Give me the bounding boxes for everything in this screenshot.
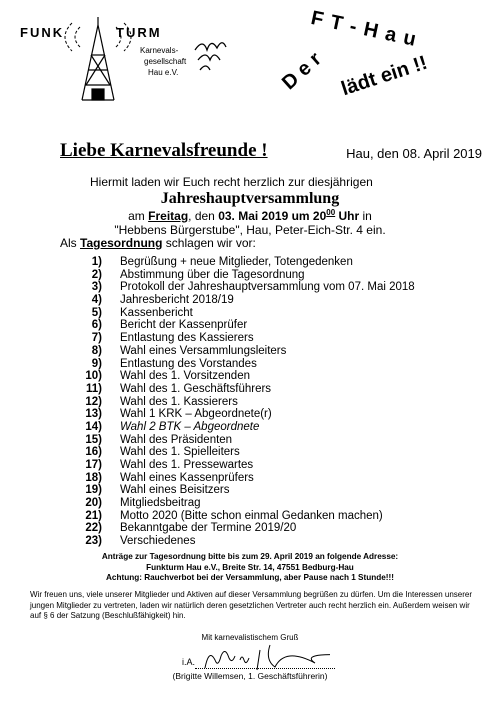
agenda-item [60, 522, 460, 535]
meeting-where: "Hebbens Bürgerstube", Hau, Peter-Eich-Str. 4 ein. [114, 223, 386, 237]
banner-der: D e r [278, 48, 326, 95]
ia-label: i.A. [182, 657, 196, 667]
agenda-item [60, 269, 460, 282]
agenda-number: 8) [91, 344, 102, 357]
closing-greeting: Mit karnevalistischem Gruß [201, 633, 299, 642]
agenda-text: Wahl des 1. Kassierers [120, 395, 238, 408]
agenda-number: 16) [85, 446, 102, 459]
agenda-number: 22) [85, 522, 102, 535]
banner-ft-hau: F T - H a u [308, 7, 419, 51]
notice-line: Achtung: Rauchverbot bei der Versammlung, aber Pause nach 1 Stunde!!! [106, 573, 394, 582]
agenda-item [60, 332, 460, 345]
agenda-number: 15) [85, 433, 102, 446]
agenda-item [60, 497, 460, 510]
agenda-number: 10) [85, 370, 102, 383]
agenda-text: Wahl eines Versammlungsleiters [120, 344, 287, 357]
agenda-number: 18) [85, 471, 102, 484]
letter-title [60, 140, 268, 162]
when-date: 03. Mai 2019 um 20 [218, 209, 327, 223]
agenda-number: 9) [91, 357, 102, 370]
agenda-item [60, 421, 460, 434]
club-name-line: Hau e.V. [148, 68, 179, 77]
agenda-number: 23) [85, 535, 102, 548]
agenda-text: Entlastung des Kassierers [120, 332, 254, 345]
agenda-item [60, 510, 460, 523]
when-minutes: 00 [326, 208, 336, 217]
club-logo [20, 15, 250, 110]
agenda-text: Wahl des Präsidenten [120, 433, 233, 446]
agenda-text: Bericht der Kassenprüfer [120, 319, 248, 332]
agenda-text: Kassenbericht [120, 306, 193, 319]
intro-text: Hiermit laden wir Euch recht herzlich zur diesjährigen [90, 175, 373, 189]
agenda-lead [60, 236, 256, 250]
when-uhr: Uhr [335, 209, 360, 223]
agenda-text: Jahresbericht 2018/19 [120, 294, 234, 307]
agenda-text: Bekanntgabe der Termine 2019/20 [120, 522, 297, 535]
meeting-heading: Jahreshauptversammlung [160, 190, 340, 207]
agenda-item [60, 256, 460, 269]
agenda-text: Begrüßung + neue Mitglieder, Totengedenken [120, 256, 353, 268]
schlagen-text: schlagen wir vor: [162, 236, 256, 250]
als-text: Als [60, 236, 81, 250]
agenda-text: Mitgliedsbeitrag [120, 497, 201, 510]
agenda-number: 20) [85, 497, 102, 510]
notice-line: Anträge zur Tagesordnung bitte bis zum 29. April 2019 an folgende Adresse: [101, 552, 399, 561]
agenda-text: Entlastung des Vorstandes [120, 357, 257, 370]
club-name [140, 45, 186, 78]
agenda-number: 3) [91, 281, 102, 294]
letter-date: Hau, den 08. April 2019 [346, 146, 482, 161]
agenda-text: Wahl 1 KRK – Abgeordnete(r) [120, 408, 272, 421]
agenda-text: Wahl des 1. Pressewartes [120, 459, 254, 471]
meeting-when [0, 208, 500, 223]
signature-line [195, 668, 335, 669]
notice-block [0, 552, 500, 584]
agenda-item [60, 396, 460, 409]
agenda-number: 13) [85, 408, 102, 421]
logo-funk-text: FUNK [20, 25, 65, 40]
agenda-number: 12) [85, 395, 102, 408]
agenda-item [60, 484, 460, 497]
invitation-banner [270, 7, 490, 120]
agenda-number: 1) [91, 256, 102, 268]
agenda-text: Wahl des 1. Spielleiters [120, 446, 240, 459]
agenda-text: Abstimmung über die Tagesordnung [120, 268, 305, 281]
when-mid: , den [188, 209, 219, 223]
agenda-number: 21) [85, 509, 102, 522]
agenda-text: Wahl des 1. Geschäftsführers [120, 382, 272, 395]
agenda-list [60, 256, 460, 548]
closing-paragraph: Wir freuen uns, viele unserer Mitglieder und Aktiven auf dieser Versammlung begrüßen zu dürfen. Um die Interessen unserer jungen Mitglieder zu vertreten, laden wir natürlich deren gesetzlichen Vertreter auch recht herzlich ein. Außerdem weisen wir auf § 6 der Satzung (Beschlußfähigkeit) hin. [30, 590, 472, 620]
agenda-number: 14) [85, 420, 102, 433]
agenda-text: Wahl 2 BTK – Abgeordnete [120, 420, 260, 433]
agenda-text: Motto 2020 (Bitte schon einmal Gedanken machen) [120, 509, 383, 522]
when-prefix: am [128, 209, 149, 223]
title-text: Liebe Karnevalsfreunde [60, 140, 257, 161]
tagesordnung-text: Tagesordnung [80, 236, 163, 250]
agenda-number: 17) [85, 459, 102, 471]
agenda-item [60, 307, 460, 320]
agenda-number: 5) [91, 306, 102, 319]
agenda-item [60, 345, 460, 358]
agenda-item [60, 459, 460, 472]
agenda-number: 4) [91, 294, 102, 307]
agenda-text: Wahl des 1. Vorsitzenden [120, 370, 250, 383]
agenda-item [60, 358, 460, 371]
banner-laedt-ein: lädt ein !! [338, 51, 430, 101]
logo-turm-text: TURM [116, 25, 162, 40]
signer-name: (Brigitte Willemsen, 1. Geschäftsführerin) [172, 671, 328, 681]
agenda-item [60, 383, 460, 396]
agenda-number: 19) [85, 484, 102, 497]
notice-line: Funkturm Hau e.V., Breite Str. 14, 47551 Bedburg-Hau [146, 562, 354, 572]
club-name-line: gesellschaft [144, 57, 187, 66]
agenda-item [60, 294, 460, 307]
agenda-item [60, 535, 460, 548]
agenda-item [60, 281, 460, 294]
agenda-item [60, 370, 460, 383]
agenda-text: Verschiedenes [120, 535, 196, 548]
agenda-text: Protokoll der Jahreshauptversammlung vom 07. Mai 2018 [120, 281, 415, 294]
agenda-number: 6) [91, 319, 102, 332]
agenda-item [60, 446, 460, 459]
agenda-item [60, 434, 460, 447]
when-suffix: in [359, 209, 372, 223]
club-name-line: Karnevals- [140, 46, 179, 55]
agenda-number: 7) [91, 332, 102, 345]
agenda-text: Wahl eines Kassenprüfers [120, 471, 254, 484]
when-day: Freitag [148, 209, 189, 223]
agenda-number: 11) [86, 382, 102, 395]
agenda-number: 2) [91, 268, 102, 281]
title-bang: ! [256, 140, 268, 161]
agenda-item [60, 408, 460, 421]
agenda-item [60, 319, 460, 332]
agenda-text: Wahl eines Beisitzers [120, 484, 230, 497]
agenda-item [60, 472, 460, 485]
